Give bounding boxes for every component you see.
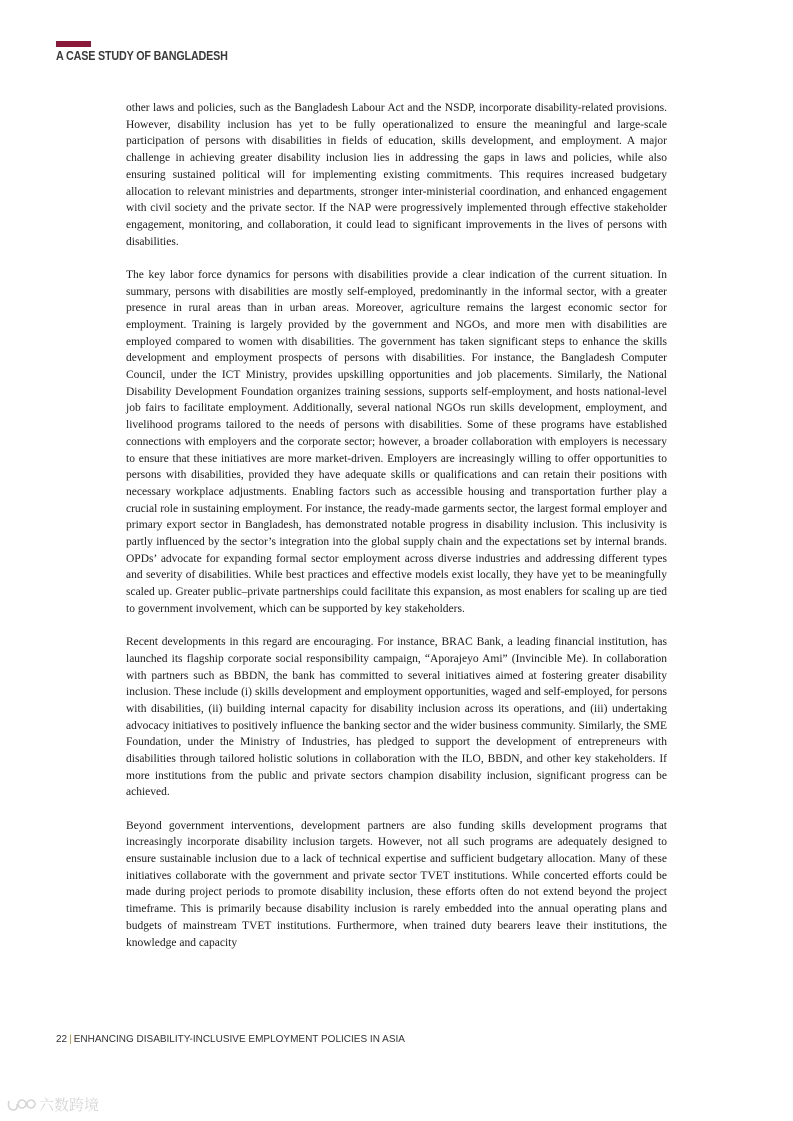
- paragraph-4: Beyond government interventions, development partners are also funding skills development programs that increasingly incorporate disability inclusion targets. However, not all such programs are adequately designed to ensure sustainable inclusion due to a lack of technical expertise and sufficient budgetary allocation. Many of these initiatives collaborate with the government and private sector TVET institutions. While concerted efforts could be made during project periods to promote disability inclusion, these efforts often do not extend beyond the project timeframe. This is primarily because disability inclusion is rarely embedded into the annual operating plans and budgets of mainstream TVET institutions. Furthermore, when trained duty bearers leave their institutions, the knowledge and capacity: [126, 819, 667, 949]
- header-accent-bar: [56, 41, 91, 47]
- page-footer: [56, 1034, 405, 1045]
- paragraph-1: other laws and policies, such as the Bangladesh Labour Act and the NSDP, incorporate disability-related provisions. However, disability inclusion has yet to be fully operationalized to ensure the meaningful and large-scale participation of persons with disabilities in fields of education, skills development, and employment. A major challenge in achieving greater disability inclusion lies in addressing the gaps in laws and policies, while also ensuring sustained political will for implementing existing commitments. This requires increased budgetary allocation to relevant ministries and departments, stronger inter-ministerial coordination, and enhanced engagement with civil society and the private sector. If the NAP were progressively implemented through effective stakeholder engagement, monitoring, and collaboration, it could lead to significant improvements in the lives of persons with disabilities.: [126, 102, 667, 248]
- watermark-logo-icon: [6, 1097, 36, 1113]
- page-number: 22: [56, 1034, 68, 1045]
- watermark-text: 六数跨境: [39, 1096, 100, 1114]
- publication-title: ENHANCING DISABILITY-INCLUSIVE EMPLOYMENT POLICIES IN ASIA: [73, 1034, 405, 1045]
- running-header: A CASE STUDY OF BANGLADESH: [56, 49, 228, 63]
- paragraph-3: Recent developments in this regard are encouraging. For instance, BRAC Bank, a leading financial institution, has launched its flagship corporate social responsibility campaign, “Aporajeyo Ami” (Invincible Me). In collaboration with partners such as BBDN, the bank has committed to several initiatives aimed at fostering greater disability inclusion. These include (i) skills development and employment opportunities, waged and self-employed, for persons with disabilities, (ii) building internal capacity for disability inclusion across its operations, and (iii) undertaking advocacy initiatives to positively influence the banking sector and the wider business community. Similarly, the SME Foundation, under the Ministry of Industries, has pledged to support the development of entrepreneurs with disabilities through tailored holistic solutions in collaboration with the ILO, BBDN, and other key stakeholders. If more institutions from the public and private sectors champion disability inclusion, significant progress can be achieved.: [126, 636, 667, 799]
- watermark: [6, 1094, 99, 1115]
- footer-separator: |: [69, 1034, 72, 1045]
- paragraph-2: The key labor force dynamics for persons with disabilities provide a clear indication of the current situation. In summary, persons with disabilities are mostly self-employed, predominantly in the informal sector, with a greater presence in rural areas than in urban areas. Moreover, agriculture remains the largest economic sector for employment. Training is largely provided by the government and NGOs, and more men with disabilities are employed compared to women with disabilities. The government has taken significant steps to enhance the skills development and employment prospects of persons with disabilities. For instance, the Bangladesh Computer Council, under the ICT Ministry, provides upskilling opportunities and job placements. Similarly, the National Disability Development Foundation organizes training sessions, supports self-employment, and hosts national-level job fairs to facilitate employment. Additionally, several national NGOs run skills development, employment, and livelihood programs tailored to the needs of persons with disabilities. Some of these programs have established connections with employers and the corporate sector; however, a broader collaboration with employers is necessary to ensure that these initiatives are more market-driven. Employers are increasingly willing to offer opportunities to persons with disabilities, provided they have adequate skills or qualifications and can retain their positions with necessary workplace adjustments. Enabling factors such as accessible housing and transportation further play a crucial role in sustaining employment. For instance, the ready-made garments sector, the largest formal employer and primary export sector in Bangladesh, has demonstrated notable progress in disability inclusion. This inclusivity is partly influenced by the sector’s integration into the global supply chain and the expectations set by internal brands. OPDs’ advocate for expanding formal sector employment across diverse industries and addressing different types and severity of disabilities. While best practices and effective models exist locally, they have yet to be meaningfully scaled up. Greater public–private partnerships could facilitate this expansion, as most enablers for scaling up are tied to government involvement, which can be supported by key stakeholders.: [126, 268, 667, 615]
- body-text: [126, 100, 667, 968]
